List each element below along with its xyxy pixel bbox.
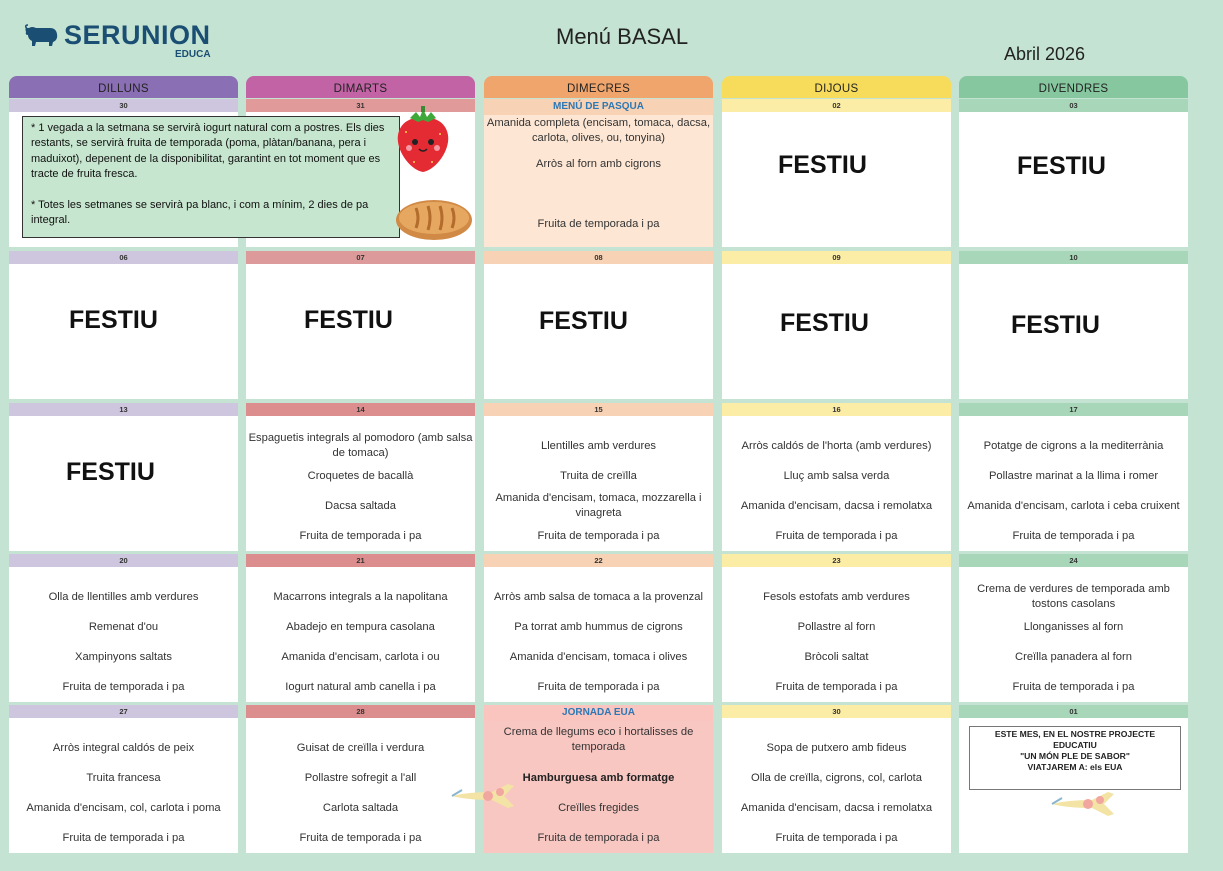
menu-item: Llonganisses al forn <box>1023 621 1124 633</box>
day-number: 23 <box>722 554 951 567</box>
menu-list <box>248 416 473 551</box>
day-number: 14 <box>246 403 475 416</box>
festiu-label: FESTIU <box>780 309 869 337</box>
day-number: 21 <box>246 554 475 567</box>
day-number: 02 <box>722 99 951 112</box>
day-cell <box>9 705 238 853</box>
festiu-label: FESTIU <box>539 307 628 335</box>
day-cell <box>959 403 1188 551</box>
bread-icon <box>394 196 474 242</box>
bull-icon <box>22 24 60 48</box>
menu-item: Arròs integral caldós de peix <box>52 742 195 754</box>
day-number: 03 <box>959 99 1188 112</box>
menu-item: Arròs amb salsa de tomaca a la provenzal <box>494 591 703 603</box>
menu-item: Lluç amb salsa verda <box>783 470 890 482</box>
day-number: 16 <box>722 403 951 416</box>
menu-item: Arròs caldós de l'horta (amb verdures) <box>741 440 932 452</box>
note-fruit: * 1 vegada a la setmana se servirà iogurt natural com a postres. Els dies restants, se servirà fruita de temporada (poma, plàtan/banana, pera i maduixot), depenent de la disponibilitat, garantint en tot moment que es tracte de fruita fresca. <box>31 122 385 181</box>
project-line-4: VIATJAREM A: els EUA <box>1027 762 1123 772</box>
menu-item: Carlota saltada <box>322 802 399 814</box>
menu-item: Truita francesa <box>86 772 161 784</box>
menu-list <box>961 416 1186 551</box>
menu-item: Fruita de temporada i pa <box>537 218 660 230</box>
day-number: 10 <box>959 251 1188 264</box>
menu-item: Guisat de creïlla i verdura <box>296 742 425 754</box>
menu-item: Crema de verdures de temporada amb tostons casolans <box>977 583 1170 610</box>
project-line-3: "UN MÓN PLE DE SABOR" <box>1020 751 1130 761</box>
day-cell <box>246 251 475 399</box>
menu-item: Amanida d'encisam, col, carlota i poma <box>26 802 221 814</box>
menu-item: Remenat d'ou <box>88 621 159 633</box>
menu-item: Olla de llentilles amb verdures <box>48 591 199 603</box>
menu-item: Fruita de temporada i pa <box>1012 530 1135 542</box>
menu-item: Pollastre marinat a la llima i romer <box>988 470 1159 482</box>
menu-list <box>486 112 711 247</box>
menu-list <box>248 567 473 702</box>
day-cell <box>722 554 951 702</box>
brand-sub: EDUCA <box>175 49 211 60</box>
day-cell <box>722 403 951 551</box>
menu-list <box>11 567 236 702</box>
day-cell <box>484 554 713 702</box>
day-cell <box>484 99 713 247</box>
project-line-1: ESTE MES, EN EL NOSTRE PROJECTE <box>994 729 1156 739</box>
menu-list <box>724 567 949 702</box>
day-number: 27 <box>9 705 238 718</box>
menu-item: Amanida completa (encisam, tomaca, dacsa, carlota, olives, ou, tonyina) <box>486 117 711 144</box>
menu-item: Fruita de temporada i pa <box>62 681 185 693</box>
day-number: 20 <box>9 554 238 567</box>
menu-item: Arròs al forn amb cigrons <box>536 158 661 170</box>
menu-item: Crema de llegums eco i hortalisses de temporada <box>503 726 694 753</box>
menu-item: Amanida d'encisam, tomaca, mozzarella i vinagreta <box>495 492 702 519</box>
day-number: JORNADA EUA <box>484 705 713 721</box>
day-cell <box>959 251 1188 399</box>
menu-item: Hamburguesa amb formatge <box>522 772 675 784</box>
menu-item: Abadejo en tempura casolana <box>286 621 435 633</box>
day-cell <box>959 554 1188 702</box>
menu-item: Fruita de temporada i pa <box>299 530 422 542</box>
menu-item: Fruita de temporada i pa <box>537 530 660 542</box>
menu-item: Amanida d'encisam, carlota i ou <box>281 651 440 663</box>
menu-item: Iogurt natural amb canella i pa <box>285 681 436 693</box>
header-divendres: DIVENDRES <box>959 76 1188 98</box>
menu-item: Croquetes de bacallà <box>307 470 414 482</box>
menu-item: Dacsa saltada <box>325 500 396 512</box>
menu-list <box>724 718 949 853</box>
note-bread: * Totes les setmanes se servirà pa blanc, i com a mínim, 2 dies de pa integral. <box>31 198 369 227</box>
day-cell <box>959 99 1188 247</box>
menu-list <box>248 718 473 853</box>
day-number: 24 <box>959 554 1188 567</box>
menu-list <box>486 416 711 551</box>
day-number: 13 <box>9 403 238 416</box>
day-number: 22 <box>484 554 713 567</box>
menu-item: Pa torrat amb hummus de cigrons <box>514 621 683 633</box>
day-number: 01 <box>959 705 1188 718</box>
festiu-label: FESTIU <box>1017 152 1106 180</box>
header-dilluns: DILLUNS <box>9 76 238 98</box>
day-cell <box>246 705 475 853</box>
day-cell <box>246 403 475 551</box>
menu-item: Macarrons integrals a la napolitana <box>273 591 448 603</box>
menu-list <box>961 567 1186 702</box>
day-number: 15 <box>484 403 713 416</box>
day-number: 09 <box>722 251 951 264</box>
day-cell <box>9 251 238 399</box>
brand-name: SERUNION <box>64 20 211 50</box>
page-title: Menú BASAL <box>556 24 689 49</box>
airplane-icon <box>448 778 520 814</box>
menu-item: Fruita de temporada i pa <box>299 832 422 844</box>
festiu-label: FESTIU <box>778 151 867 179</box>
day-number: 28 <box>246 705 475 718</box>
airplane-icon <box>1048 786 1120 822</box>
menu-item: Olla de creïlla, cigrons, col, carlota <box>751 772 922 784</box>
menu-item: Fruita de temporada i pa <box>62 832 185 844</box>
menu-item: Fruita de temporada i pa <box>775 530 898 542</box>
header-dimarts: DIMARTS <box>246 76 475 98</box>
menu-item: Amanida d'encisam, carlota i ceba cruixent <box>967 500 1180 512</box>
menu-item: Sopa de putxero amb fideus <box>766 742 907 754</box>
menu-item: Pollastre al forn <box>797 621 876 633</box>
day-cell <box>484 251 713 399</box>
day-cell <box>722 705 951 853</box>
menu-item: Amanida d'encisam, dacsa i remolatxa <box>740 802 933 814</box>
menu-list <box>11 718 236 853</box>
project-line-2: EDUCATIU <box>1053 740 1097 750</box>
day-number: 08 <box>484 251 713 264</box>
menu-item: Fruita de temporada i pa <box>775 832 898 844</box>
menu-item: Potatge de cigrons a la mediterrània <box>983 440 1164 452</box>
day-cell <box>9 403 238 551</box>
menu-item: Llentilles amb verdures <box>540 440 657 452</box>
menu-item: Amanida d'encisam, dacsa i remolatxa <box>740 500 933 512</box>
day-number: 30 <box>722 705 951 718</box>
festiu-label: FESTIU <box>1011 311 1100 339</box>
menu-item: Fesols estofats amb verdures <box>763 591 910 603</box>
menu-item: Amanida d'encisam, tomaca i olives <box>509 651 688 663</box>
menu-item: Espaguetis integrals al pomodoro (amb salsa de tomaca) <box>248 432 473 459</box>
project-box <box>969 726 1181 790</box>
day-number: 07 <box>246 251 475 264</box>
menu-item: Xampinyons saltats <box>74 651 172 663</box>
header-dimecres: DIMECRES <box>484 76 713 98</box>
menu-item: Fruita de temporada i pa <box>537 681 660 693</box>
day-number: 31 <box>246 99 475 112</box>
serunion-logo <box>22 20 222 64</box>
menu-item: Fruita de temporada i pa <box>1012 681 1135 693</box>
menu-list <box>486 567 711 702</box>
day-cell <box>484 403 713 551</box>
day-cell <box>722 99 951 247</box>
menu-item: Pollastre sofregit a l'all <box>304 772 417 784</box>
day-number: 30 <box>9 99 238 112</box>
day-cell <box>9 554 238 702</box>
day-number: MENÚ DE PASQUA <box>484 99 713 115</box>
day-number: 06 <box>9 251 238 264</box>
menu-item: Creïlles fregides <box>558 802 639 814</box>
day-cell <box>722 251 951 399</box>
header-dijous: DIJOUS <box>722 76 951 98</box>
festiu-label: FESTIU <box>304 306 393 334</box>
menu-item: Fruita de temporada i pa <box>775 681 898 693</box>
menu-item: Creïlla panadera al forn <box>1015 651 1132 663</box>
menu-item: Truita de creïlla <box>560 470 637 482</box>
strawberry-icon <box>394 106 452 174</box>
festiu-label: FESTIU <box>69 306 158 334</box>
info-note <box>22 116 400 238</box>
month-label: Abril 2026 <box>1004 44 1086 64</box>
day-cell <box>246 554 475 702</box>
menu-item: Bròcoli saltat <box>804 651 869 663</box>
day-number: 17 <box>959 403 1188 416</box>
menu-list <box>724 416 949 551</box>
menu-item: Fruita de temporada i pa <box>537 832 660 844</box>
festiu-label: FESTIU <box>66 458 155 486</box>
